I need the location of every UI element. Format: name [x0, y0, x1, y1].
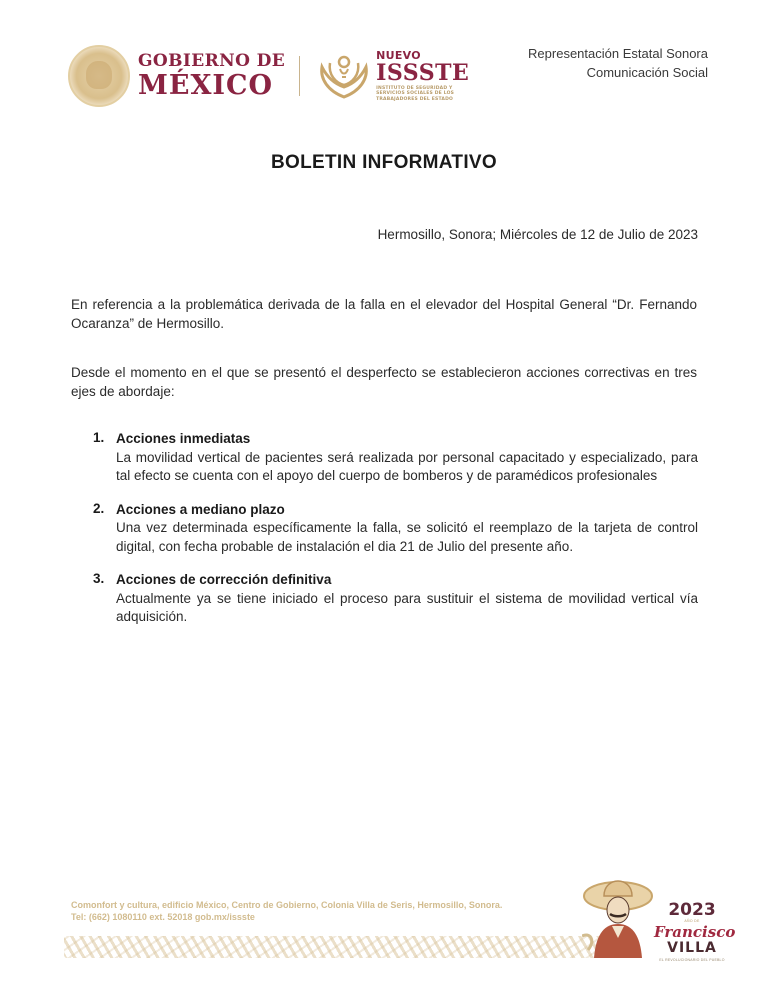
- villa-year: 2023: [668, 900, 716, 920]
- villa-wordmark: [654, 900, 736, 962]
- footer-address: [71, 900, 502, 923]
- francisco-villa-portrait-icon: [582, 866, 654, 962]
- document-title: BOLETIN INFORMATIVO: [271, 152, 497, 173]
- issste-prefix: NUEVO: [376, 48, 421, 62]
- list-item-number: 2.: [93, 500, 105, 516]
- list-item-text: La movilidad vertical de pacientes será realizada por personal capacitado y especializado, para tal efecto se cuenta con el apoyo del cuerpo de bomberos y de paramédicos profesionales: [116, 449, 698, 483]
- list-item-number: 1.: [93, 430, 105, 445]
- issste-hands-icon: [318, 53, 370, 99]
- footer-address-line2: Tel: (662) 1080110 ext. 52018 gob.mx/issste: [71, 911, 255, 922]
- office-line2: Comunicación Social: [586, 65, 708, 80]
- list-item: [93, 501, 698, 557]
- actions-list: [93, 430, 698, 642]
- francisco-villa-2023-logo: [582, 866, 736, 966]
- logo-group: [68, 44, 469, 108]
- villa-small-caption: AÑO DE: [684, 919, 700, 923]
- villa-motto: EL REVOLUCIONARIO DEL PUEBLO: [659, 957, 725, 962]
- office-block: [528, 44, 708, 82]
- list-item: [93, 430, 698, 486]
- footer-address-line1: Comonfort y cultura, edificio México, Centro de Gobierno, Colonia Villa de Seris, Hermosillo, Sonora.: [71, 900, 503, 910]
- list-item-title: Acciones de corrección definitiva: [116, 572, 332, 587]
- villa-name-last: VILLA: [667, 939, 717, 956]
- dateline: Hermosillo, Sonora; Miércoles de 12 de Julio de 2023: [377, 227, 698, 242]
- letterhead: [0, 0, 768, 120]
- list-item-number: 3.: [93, 571, 105, 586]
- mexico-coat-of-arms-icon: [68, 45, 130, 107]
- gobierno-line1: GOBIERNO DE: [138, 51, 286, 71]
- logo-divider: [299, 56, 300, 96]
- list-item-title: Acciones inmediatas: [116, 431, 251, 446]
- issste-name: ISSSTE: [376, 59, 470, 86]
- villa-name-first: Francisco: [654, 922, 736, 941]
- list-item-text: Una vez determinada específicamente la falla, se solicitó el reemplazo de la tarjeta de control digital, con fecha probable de instalación el dia 21 de Julio del presente año.: [116, 520, 698, 554]
- issste-logo: [376, 50, 469, 103]
- list-item-text: Actualmente ya se tiene iniciado el proceso para sustituir el sistema de movilidad vertical vía adquisición.: [116, 590, 698, 624]
- list-item: [93, 571, 698, 627]
- decorative-pattern-band: [64, 936, 604, 958]
- gobierno-line2: MÉXICO: [138, 70, 274, 101]
- gobierno-de-mexico-logo: [138, 53, 285, 99]
- paragraph-intro: Desde el momento en el que se presentó el desperfecto se establecieron acciones correctivas en tres ejes de abordaje:: [71, 365, 697, 399]
- office-line1: Representación Estatal Sonora: [528, 46, 708, 61]
- list-item-title: Acciones a mediano plazo: [116, 501, 285, 517]
- paragraph-reference: En referencia a la problemática derivada de la falla en el elevador del Hospital General “Dr. Fernando Ocaranza” de Hermosillo.: [71, 297, 697, 331]
- issste-subtitle: INSTITUTO DE SEGURIDAD Y SERVICIOS SOCIALES DE LOS TRABAJADORES DEL ESTADO: [376, 85, 455, 102]
